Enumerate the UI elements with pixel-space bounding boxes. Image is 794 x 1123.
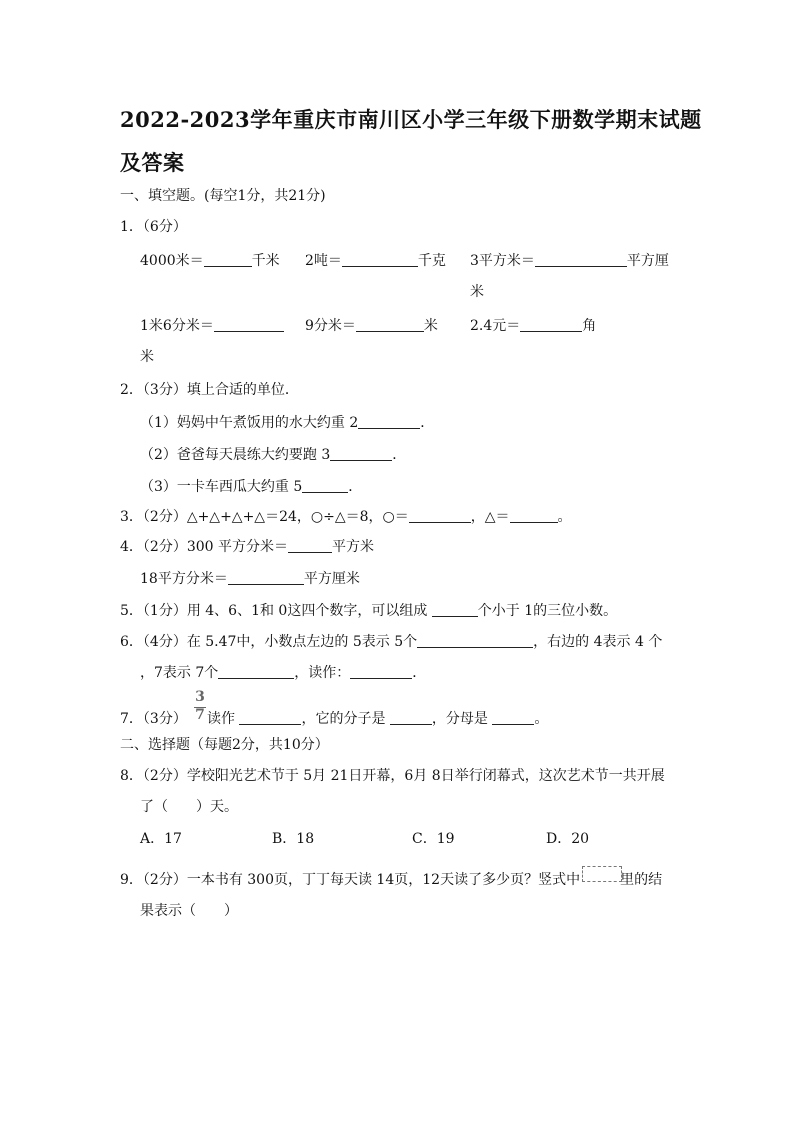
answer-blank[interactable]: [535, 251, 627, 267]
q2-s2-text: （2）爸爸每天晨练大约要跑 3: [140, 447, 331, 463]
q2-s3-text: （3）一卡车西瓜大约重 5: [140, 479, 303, 495]
answer-blank[interactable]: [330, 445, 392, 461]
question-9-line-2: 果表示（ ）: [140, 903, 238, 919]
question-1-item-f: [470, 316, 596, 336]
answer-blank[interactable]: [409, 507, 471, 523]
choice-option-c[interactable]: C．19: [412, 831, 455, 847]
q1-d-prefix: 1米6分米＝: [140, 318, 214, 334]
q9-text-end: 里的结: [620, 872, 663, 888]
q2-s3-end: ．: [348, 479, 363, 495]
q1-b-suffix: 千克: [417, 253, 446, 269]
choice-option-a[interactable]: A．17: [140, 831, 182, 847]
page-title: 2022-2023学年重庆市南川区小学三年级下册数学期末试题: [120, 107, 702, 132]
answer-blank[interactable]: [302, 477, 348, 493]
q2-s1-text: （1）妈妈中午煮饭用的水大约重 2: [140, 415, 359, 431]
q6-l2-end: ．: [412, 665, 427, 681]
q1-a-suffix: 千米: [251, 253, 280, 269]
answer-blank[interactable]: [218, 663, 294, 679]
fraction-denominator: 7: [195, 707, 205, 723]
question-1-item-b: [305, 251, 446, 271]
q2-s2-end: ．: [392, 447, 407, 463]
choice-option-d[interactable]: D．20: [546, 831, 590, 847]
q7-end: 。: [534, 711, 549, 727]
question-4-line-2: [140, 569, 360, 589]
q4-unit: 平方米: [332, 539, 374, 555]
q7-read: 读作: [207, 711, 240, 727]
q2-s1-end: ．: [420, 415, 435, 431]
question-9-line-1: [120, 870, 662, 890]
q1-a-prefix: 4000米＝: [140, 253, 204, 269]
q4-l2-unit: 平方厘米: [303, 571, 360, 587]
q6-l2-text: ，7表示 7个: [140, 665, 219, 681]
q7-mid1: ，它的分子是: [301, 711, 390, 727]
question-8-line-1: 8．（2分）学校阳光艺术节于 5月 21日开幕，6月 8日举行闭幕式，这次艺术节一共开展: [120, 768, 665, 784]
question-2-header: 2．（3分）填上合适的单位．: [120, 382, 299, 398]
q5-text: 5．（1分）用 4、6、1和 0这四个数字，可以组成: [120, 603, 432, 619]
section-heading-multiple-choice: 二、选择题（每题2分，共10分）: [120, 737, 329, 753]
answer-blank[interactable]: [417, 632, 533, 648]
q1-f-suffix: 角: [582, 318, 597, 334]
answer-blank[interactable]: [342, 251, 418, 267]
q6-mid: ，右边的 4表示 4 个: [533, 634, 663, 650]
answer-blank[interactable]: [492, 709, 534, 725]
fraction-numerator: 3: [195, 689, 205, 705]
answer-blank[interactable]: [214, 316, 284, 332]
answer-blank[interactable]: [239, 709, 301, 725]
answer-blank[interactable]: [204, 251, 252, 267]
q1-c-wrap: 米: [470, 284, 484, 300]
answer-blank[interactable]: [432, 601, 478, 617]
q3-mid: ，△＝: [470, 509, 510, 525]
answer-blank[interactable]: [350, 663, 412, 679]
question-7-number: 7．（3分）: [120, 711, 187, 727]
answer-blank[interactable]: [228, 569, 304, 585]
question-1-item-c: [470, 251, 669, 271]
q5-end: 个小于 1的三位小数。: [477, 603, 618, 619]
answer-blank[interactable]: [390, 709, 432, 725]
question-6-line-2: [140, 663, 426, 683]
q3-text: 3．（2分）△+△+△+△＝24，○÷△＝8，○＝: [120, 509, 409, 525]
q4-l2-text: 18平方分米＝: [140, 571, 228, 587]
question-6: [120, 632, 662, 652]
q1-f-prefix: 2.4元＝: [470, 318, 521, 334]
q6-l2-mid: ，读作：: [294, 665, 351, 681]
question-4: [120, 537, 374, 557]
question-2-sub-1: [140, 413, 434, 433]
q3-end: 。: [557, 509, 572, 525]
page-title-line2: 及答案: [120, 150, 185, 175]
answer-blank[interactable]: [358, 413, 420, 429]
question-2-sub-2: [140, 445, 406, 465]
q9-text: 9．（2分）一本书有 300页，丁丁每天读 14页，12天读了多少页？竖式中: [120, 872, 581, 888]
question-5: [120, 601, 617, 621]
question-3: [120, 507, 572, 527]
question-1-item-d: [140, 316, 284, 336]
question-1-header: 1．（6分）: [120, 219, 187, 235]
answer-blank[interactable]: [520, 316, 582, 332]
answer-blank[interactable]: [510, 507, 558, 523]
q1-e-suffix: 米: [423, 318, 438, 334]
q7-mid2: ，分母是: [431, 711, 493, 727]
answer-blank[interactable]: [356, 316, 424, 332]
q1-c-prefix: 3平方米＝: [470, 253, 535, 269]
answer-blank[interactable]: [288, 537, 332, 553]
q6-text: 6．（4分）在 5.47中，小数点左边的 5表示 5个: [120, 634, 418, 650]
question-1-item-e: [305, 316, 438, 336]
q1-c-suffix: 平方厘: [626, 253, 669, 269]
question-7-text: [207, 709, 548, 729]
dashed-box-marker: [582, 866, 622, 882]
question-1-item-a: [140, 251, 280, 271]
question-2-sub-3: [140, 477, 362, 497]
q1-e-prefix: 9分米＝: [305, 318, 356, 334]
q4-text: 4．（2分）300 平方分米＝: [120, 539, 288, 555]
question-8-line-2: 了（ ）天。: [140, 799, 238, 815]
choice-option-b[interactable]: B．18: [272, 831, 315, 847]
section-heading-fill-blank: 一、填空题。(每空1分，共21分): [120, 188, 326, 204]
q1-b-prefix: 2吨＝: [305, 253, 342, 269]
q1-f-wrap: 米: [140, 349, 154, 365]
